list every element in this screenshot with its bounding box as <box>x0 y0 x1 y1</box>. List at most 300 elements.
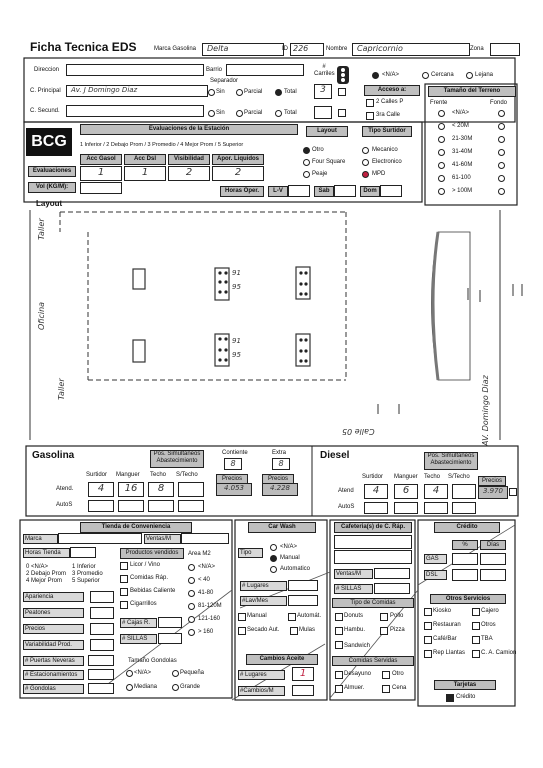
terreno-option-6: > 100M <box>452 188 473 194</box>
sin-label: Sin <box>216 89 225 95</box>
eval-acc-dsl-value[interactable]: 1 <box>124 166 166 181</box>
acceso-2calles-check[interactable] <box>366 99 374 107</box>
tienda-scale-4: 4 Mejor Prom <box>26 578 63 584</box>
gas-manguer-field[interactable]: 16 <box>118 482 144 497</box>
cafeteria-sillas-label: # SILLAS <box>334 584 373 594</box>
cafeteria-sillas-field[interactable] <box>374 583 410 594</box>
tienda-horas-field[interactable] <box>70 547 96 558</box>
evaluacion-title: Evaluaciones de la Estación <box>80 124 298 135</box>
tienda-marca-label: Marca <box>23 534 58 544</box>
tienda-scale-0: 0 <N/A> <box>26 564 49 570</box>
tienda-scale-3: 3 Promedio <box>72 571 103 577</box>
otros-label-4: Café/Bar <box>433 636 457 642</box>
tamano-na-radio[interactable] <box>126 670 133 677</box>
pump-label-3: 91 <box>232 337 241 345</box>
secund-sin-radio[interactable] <box>208 110 215 117</box>
terreno-option-5: 61-100 <box>452 175 471 181</box>
dsl-atend-label: Atend <box>338 488 354 494</box>
cajas-field[interactable] <box>158 617 182 628</box>
cafeteria-title: Cafeteria(s) de C. Ráp. <box>334 522 412 533</box>
terreno-fondo-radio-0[interactable] <box>498 110 505 117</box>
tarjeta-credito-label: Crédito <box>456 694 476 700</box>
lejana-radio[interactable] <box>466 72 473 79</box>
aceite-mes-label: #Cambios/M <box>238 686 285 696</box>
area-option-5: > 160 <box>198 629 214 635</box>
carriles-label: # Carriles <box>314 64 335 77</box>
terreno-fondo-radio-6[interactable] <box>498 188 505 195</box>
carwash-lav-label: #Lav/Mes <box>240 596 287 606</box>
acceso-option-1: 2 Calles P <box>376 99 404 105</box>
cafeteria-ventas-field[interactable] <box>374 568 410 579</box>
barrio-field[interactable] <box>226 64 304 76</box>
gas-autos-3[interactable] <box>148 500 174 512</box>
surtidor-mecanico-radio[interactable] <box>362 147 369 154</box>
gas-atend-label: Atend. <box>56 486 74 492</box>
carwash-opt-auto: Automát. <box>297 613 322 619</box>
tipo-hambu: Hambu. <box>344 627 366 633</box>
credito-pct-label: % <box>452 540 478 550</box>
gondolas-label: # Gondolas <box>23 684 84 694</box>
extra-field[interactable]: 8 <box>272 458 290 470</box>
gas-autos-label: AutoS <box>56 502 73 508</box>
otros-check-2[interactable] <box>424 622 432 630</box>
area-option-2: 41-80 <box>198 590 214 596</box>
productos-label: Productos vendidos <box>120 548 184 559</box>
carwash-auto-radio[interactable] <box>270 566 277 573</box>
gas-simultaneos-label: Pos. Simultaneos Abastecimiento <box>150 450 204 468</box>
producto-label-0: Licor / Vino <box>130 562 160 568</box>
terreno-option-1: < 20M <box>452 123 469 129</box>
fondo-label: Fondo <box>490 100 508 106</box>
cafeteria-name-field-1[interactable] <box>334 535 412 549</box>
tienda-scale-5: 5 Superior <box>72 578 100 584</box>
carwash-opt-auto-check[interactable] <box>288 613 296 621</box>
id-field[interactable]: 226 <box>290 43 324 56</box>
surtidor-electronico-radio[interactable] <box>362 159 369 166</box>
area-radio-5[interactable] <box>188 629 195 636</box>
acceso-header: Acceso a: <box>364 85 420 96</box>
dsl-autos-1[interactable] <box>364 502 388 514</box>
tienda-eval-label-3: Variabilidad Prod. <box>23 640 84 650</box>
tamano-pequena-label: Pequeña <box>180 670 205 676</box>
dsl-manguer-field[interactable]: 6 <box>394 484 418 499</box>
otros-label-7: C. A. Camion <box>481 650 517 656</box>
surtidor-mecanico-label: Mecanico <box>372 147 398 153</box>
lv-field[interactable] <box>288 185 310 197</box>
gas-stecho-field[interactable] <box>178 482 204 497</box>
terreno-option-4: 41-60M <box>452 162 473 168</box>
vol-field[interactable] <box>80 182 122 194</box>
layout-otro-radio[interactable] <box>303 147 310 154</box>
otros-label-0: Kiosko <box>433 608 452 614</box>
col-acc-dsl: Acc Dsl <box>124 154 166 165</box>
otros-check-5[interactable] <box>472 636 480 644</box>
tamano-pequena-radio[interactable] <box>172 670 179 677</box>
area-option-1: < 40 <box>198 577 210 583</box>
otros-title: Otros Servicios <box>430 594 506 604</box>
dsl-manguer-label: Manguer <box>394 474 418 480</box>
tienda-eval-field-2[interactable] <box>90 623 114 635</box>
form-title: Ficha Tecnica EDS <box>30 40 137 54</box>
cafeteria-tipo-label: Tipo de Comidas <box>332 598 414 608</box>
area-label: Area M2 <box>188 551 211 557</box>
aceite-lugares-label: # Lugares <box>238 670 285 680</box>
gas-precios-label-1: Precios <box>216 474 248 484</box>
carwash-opt-manual-check[interactable] <box>238 613 246 621</box>
dsl-stecho-label: S/Techo <box>448 474 470 480</box>
eval-visibilidad-value[interactable]: 2 <box>168 166 210 181</box>
acceso-option-2: 3ra Calle <box>376 112 401 118</box>
area-radio-1[interactable] <box>188 577 195 584</box>
terreno-frente-radio-3[interactable] <box>438 149 445 156</box>
otros-label-1: Cajero <box>481 608 499 614</box>
col-visibilidad: Visibilidad <box>168 154 210 165</box>
sketch-oficina-label: Oficina <box>37 301 46 330</box>
dsl-techo-field[interactable]: 4 <box>424 484 448 499</box>
secund-carriles-field[interactable] <box>314 106 332 119</box>
dsl-surtidor-label: Surtidor <box>362 474 384 480</box>
otros-label-5: TBA <box>481 636 493 642</box>
terreno-option-3: 31-40M <box>452 149 473 155</box>
principal-total-radio[interactable] <box>275 89 282 96</box>
col-acc-gasol: Acc Gasol <box>80 154 122 165</box>
dsl-autos-label: AutoS <box>338 504 355 510</box>
dsl-surtidor-field[interactable]: 4 <box>364 484 388 499</box>
terreno-frente-radio-4[interactable] <box>438 162 445 169</box>
marca-label: Marca Gasolina <box>154 46 197 52</box>
credito-title: Crédito <box>434 522 500 533</box>
producto-label-2: Bebidas Caliente <box>130 588 176 594</box>
dom-label: Dom <box>360 186 380 197</box>
gas-autos-2[interactable] <box>118 500 144 512</box>
terreno-frente-radio-6[interactable] <box>438 188 445 195</box>
gas-techo-field[interactable]: 8 <box>148 482 174 497</box>
aceite-lugares-field[interactable]: 1 <box>292 667 314 681</box>
cercana-radio[interactable] <box>422 72 429 79</box>
sab-label: Sab <box>314 186 334 197</box>
mirror-text: Calle 05 <box>342 427 375 436</box>
tienda-sillas-label: # SILLAS <box>120 634 157 644</box>
cajas-label: # Cajas R. <box>120 618 157 628</box>
parcial-label: Parcial <box>244 89 263 95</box>
eval-acc-gasol-value[interactable]: 1 <box>80 166 122 181</box>
estacionamientos-field[interactable] <box>88 669 114 680</box>
gas-stecho-label: S/Techo <box>176 472 198 478</box>
tamano-mediana-label: Mediana <box>134 684 158 690</box>
gas-manguer-label: Manguer <box>116 472 140 478</box>
extra-label: Extra <box>272 450 287 456</box>
terreno-fondo-radio-1[interactable] <box>498 123 505 130</box>
tienda-sillas-field[interactable] <box>158 633 182 644</box>
credito-gas-pct[interactable] <box>452 553 478 565</box>
terreno-fondo-radio-2[interactable] <box>498 136 505 143</box>
tipo-pollo: Pollo <box>390 613 404 619</box>
gas-autos-4[interactable] <box>178 500 204 512</box>
servidas-almuer: Almuer. <box>344 685 365 691</box>
secund-parcial-radio[interactable] <box>236 110 243 117</box>
lv-label: L-V <box>268 186 288 197</box>
tienda-eval-field-3[interactable] <box>90 639 114 651</box>
carriles-check[interactable] <box>338 88 346 96</box>
col-apor-liquidos: Apor. Liquidos <box>212 154 264 165</box>
puertas-label: # Puertas Neveras <box>23 656 84 666</box>
dsl-autos-2[interactable] <box>394 502 418 514</box>
carwash-title: Car Wash <box>248 522 316 533</box>
otros-label-3: Otros <box>481 622 496 628</box>
direccion-label: Direccion <box>34 67 60 73</box>
producto-check-0[interactable] <box>120 562 128 570</box>
credito-dsl-dias[interactable] <box>480 569 506 581</box>
layout-sketch <box>30 210 522 440</box>
tienda-scale-1: 1 Inferior <box>72 564 96 570</box>
carwash-opt-mulas: Mulas <box>299 627 316 633</box>
carriles-field[interactable]: 3 <box>314 84 332 99</box>
producto-label-3: Cigarrillos <box>130 601 157 607</box>
id-label: ID <box>282 46 288 52</box>
layout-otro-label: Otro <box>312 147 324 153</box>
carwash-tipo-label: Tipo <box>238 548 263 558</box>
gas-surtidor-field[interactable]: 4 <box>88 482 114 497</box>
sketch-taller-label-2: Taller <box>57 378 66 400</box>
total-label: Total <box>284 89 297 95</box>
zona-label: Zona <box>470 46 484 52</box>
gas-precio-2[interactable]: 4.228 <box>262 483 298 496</box>
nombre-label: Nombre <box>326 46 348 52</box>
surtidor-electronico-label: Electronico <box>372 159 402 165</box>
secundaria-field[interactable] <box>66 105 204 117</box>
marca-field[interactable]: Delta <box>202 43 284 56</box>
tipo-sandwich-check[interactable] <box>335 641 343 649</box>
carwash-na-radio[interactable] <box>270 544 277 551</box>
zona-field[interactable] <box>490 43 520 56</box>
principal-sin-radio[interactable] <box>208 89 215 96</box>
credito-gas-dias[interactable] <box>480 553 506 565</box>
tienda-ventas-label: Ventas/M <box>144 534 181 544</box>
barrio-label: Barrio <box>206 67 223 73</box>
parcial-label-2: Parcial <box>244 110 263 116</box>
otros-label-2: Restauran <box>433 622 461 628</box>
servidas-otro: Otro <box>392 671 404 677</box>
tamano-mediana-radio[interactable] <box>126 684 133 691</box>
producto-check-2[interactable] <box>120 588 128 596</box>
dsl-autos-3[interactable] <box>424 502 448 514</box>
tienda-eval-label-1: Peatones <box>23 608 84 618</box>
cercana-label: Cercana <box>431 72 454 78</box>
carwash-manual-label: Manual <box>280 555 300 561</box>
dsl-precio[interactable]: 3.970 <box>478 486 508 499</box>
terreno-frente-radio-2[interactable] <box>438 136 445 143</box>
producto-check-3[interactable] <box>120 601 128 609</box>
gas-surtidor-label: Surtidor <box>86 472 108 478</box>
carwash-manual-radio[interactable] <box>270 555 277 562</box>
otros-check-6[interactable] <box>424 650 432 658</box>
dsl-autos-4[interactable] <box>452 502 476 514</box>
terreno-frente-radio-0[interactable] <box>438 110 445 117</box>
producto-label-1: Comidas Ráp. <box>130 575 169 581</box>
horas-oper-label: Horas Oper. <box>220 186 264 197</box>
tipo-pizza-check[interactable] <box>380 627 388 635</box>
separador-label: Separador <box>210 78 239 84</box>
terreno-frente-radio-5[interactable] <box>438 175 445 182</box>
area-radio-0[interactable] <box>188 564 195 571</box>
otros-check-7[interactable] <box>472 650 480 658</box>
area-radio-3[interactable] <box>188 603 195 610</box>
servidas-label: Comidas Servidas <box>332 656 414 666</box>
pump-label-2: 95 <box>232 283 241 291</box>
tipo-pollo-check[interactable] <box>380 613 388 621</box>
tipo-sandwich: Sandwich <box>344 643 371 649</box>
tarjeta-credito-check[interactable] <box>446 694 454 702</box>
dsl-precio-check[interactable] <box>509 488 517 496</box>
gondolas-field[interactable] <box>88 683 114 694</box>
area-radio-2[interactable] <box>188 590 195 597</box>
evaluaciones-row-label: Evaluaciones <box>28 166 76 177</box>
frente-label: Frente <box>430 100 448 106</box>
dsl-precios-label: Precios <box>478 476 506 486</box>
otros-check-1[interactable] <box>472 608 480 616</box>
secund-total-radio[interactable] <box>275 110 282 117</box>
vol-label: Vol (KG/M): <box>28 182 76 193</box>
traffic-light-icon <box>337 66 349 84</box>
secundaria-label: C. Secund. <box>30 108 60 114</box>
terreno-fondo-radio-5[interactable] <box>498 175 505 182</box>
tamano-grande-label: Grande <box>180 684 201 690</box>
total-label-2: Total <box>284 110 297 116</box>
credito-dsl-label: DSL <box>424 570 447 580</box>
servidas-otro-check[interactable] <box>382 671 390 679</box>
servidas-almuer-check[interactable] <box>335 685 343 693</box>
carwash-opt-mulas-check[interactable] <box>290 627 298 635</box>
area-option-0: <N/A> <box>198 564 216 570</box>
tienda-eval-label-0: Apariencia <box>23 592 84 602</box>
tamano-na-label: <N/A> <box>134 670 152 676</box>
otros-check-0[interactable] <box>424 608 432 616</box>
principal-field[interactable]: Av. J Domingo Diaz <box>66 85 208 97</box>
surtidor-mpd-radio[interactable] <box>362 171 369 178</box>
direccion-field[interactable] <box>66 64 204 76</box>
eval-apor-liquidos-value[interactable]: 2 <box>212 166 264 181</box>
gas-precio-1[interactable]: 4.053 <box>216 483 252 496</box>
layout-foursquare-label: Four Square <box>312 159 346 165</box>
carwash-opt-manual: Manual <box>247 613 267 619</box>
tienda-horas-label: Horas Tienda <box>23 548 70 558</box>
layout-sketch-title: Layout <box>36 199 63 208</box>
tienda-marca-field[interactable] <box>58 533 142 544</box>
servidas-desayuno-check[interactable] <box>335 671 343 679</box>
gas-precios-label-2: Precios <box>262 474 294 484</box>
dsl-stecho-field[interactable] <box>452 484 476 499</box>
terreno-fondo-radio-4[interactable] <box>498 162 505 169</box>
pump-label-1: 91 <box>232 269 241 277</box>
tienda-scale-2: 2 Debajo Prom <box>26 571 67 577</box>
terreno-option-2: 21-30M <box>452 136 473 142</box>
na-distance-radio[interactable] <box>372 72 379 79</box>
secund-carriles-check[interactable] <box>338 109 346 117</box>
carwash-auto-label: Automatico <box>280 566 311 572</box>
terreno-fondo-radio-3[interactable] <box>498 149 505 156</box>
contiente-label: Contiente <box>222 450 248 456</box>
tamano-grande-radio[interactable] <box>172 684 179 691</box>
otros-check-4[interactable] <box>424 636 432 644</box>
tipo-pizza: Pizza <box>390 627 405 633</box>
area-radio-4[interactable] <box>188 616 195 623</box>
carwash-na-label: <N/A> <box>280 544 298 550</box>
servidas-cena-check[interactable] <box>382 685 390 693</box>
nombre-field[interactable]: Capricornio <box>352 43 470 56</box>
sketch-taller-label-1: Taller <box>37 218 46 240</box>
na-distance-label: <N/A> <box>382 72 400 78</box>
tarjetas-title: Tarjetas <box>434 680 496 690</box>
cafeteria-ventas-label: Ventas/M <box>334 569 373 579</box>
dom-field[interactable] <box>380 185 402 197</box>
layout-foursquare-radio[interactable] <box>303 159 310 166</box>
sab-field[interactable] <box>334 185 356 197</box>
diesel-title: Diesel <box>320 450 350 461</box>
tienda-eval-field-0[interactable] <box>90 591 114 603</box>
bcg-logo: BCG <box>26 128 72 156</box>
tienda-ventas-field[interactable] <box>181 533 229 544</box>
tipo-surtidor-header: Tipo Surtidor <box>362 126 412 137</box>
gas-autos-1[interactable] <box>88 500 114 512</box>
terreno-frente-radio-1[interactable] <box>438 123 445 130</box>
area-option-4: 121-160 <box>198 616 221 622</box>
tamano-label: Tamaño Gondolas <box>128 658 177 664</box>
surtidor-mpd-label: MPD <box>372 171 386 177</box>
principal-label: C. Principal <box>30 88 61 94</box>
contiente-field[interactable]: 8 <box>224 458 242 470</box>
producto-check-1[interactable] <box>120 575 128 583</box>
aceite-mes-field[interactable] <box>292 685 314 696</box>
carwash-lugares-field[interactable] <box>288 580 318 591</box>
tienda-eval-label-2: Precios <box>23 624 84 634</box>
otros-check-3[interactable] <box>472 622 480 630</box>
dsl-simultaneos-label: Pos. Simultaneos Abastecimiento <box>424 452 478 470</box>
terreno-header: Tamaño del Terreno <box>428 86 516 97</box>
tipo-donuts: Donuts <box>344 613 364 619</box>
credito-dias-label: Días <box>480 540 506 550</box>
area-option-3: 81-120M <box>198 603 222 609</box>
evaluacion-scale: 1 Inferior / 2 Debajo Prom / 3 Promedio / 4 Mejor Prom / 5 Superior <box>80 142 244 148</box>
servidas-desayuno: Desayuno <box>344 671 372 677</box>
cafeteria-name-field-2[interactable] <box>334 550 412 564</box>
puertas-field[interactable] <box>88 655 114 666</box>
tienda-eval-field-1[interactable] <box>90 607 114 619</box>
sin-label-2: Sin <box>216 110 225 116</box>
estacionamientos-label: # Estacionamientos <box>23 670 84 680</box>
otros-label-6: Rep Llantas <box>433 650 466 656</box>
carwash-lav-field[interactable] <box>288 595 318 606</box>
acceso-3racalle-check[interactable] <box>366 112 374 120</box>
dsl-techo-label: Techo <box>424 474 441 480</box>
carwash-opt-secado: Secado Aut. <box>247 627 280 633</box>
servidas-cena: Cena <box>392 685 407 691</box>
credito-gas-label: GAS <box>424 554 447 564</box>
aceite-title: Cambios Aceite <box>246 654 318 665</box>
terreno-option-0: <N/A> <box>452 110 470 116</box>
tipo-hambu-check[interactable] <box>335 627 343 635</box>
tipo-donuts-check[interactable] <box>335 613 343 621</box>
gasolina-title: Gasolina <box>32 450 75 461</box>
credito-dsl-pct[interactable] <box>452 569 478 581</box>
carwash-opt-secado-check[interactable] <box>238 627 246 635</box>
tienda-title: Tienda de Conveniencia <box>80 522 192 533</box>
lejana-label: Lejana <box>475 72 494 78</box>
layout-header: Layout <box>306 126 348 137</box>
sketch-avenue-label: AV. Domingo Diaz <box>481 375 490 446</box>
principal-parcial-radio[interactable] <box>236 89 243 96</box>
pump-label-4: 95 <box>232 351 241 359</box>
layout-peaje-radio[interactable] <box>303 171 310 178</box>
